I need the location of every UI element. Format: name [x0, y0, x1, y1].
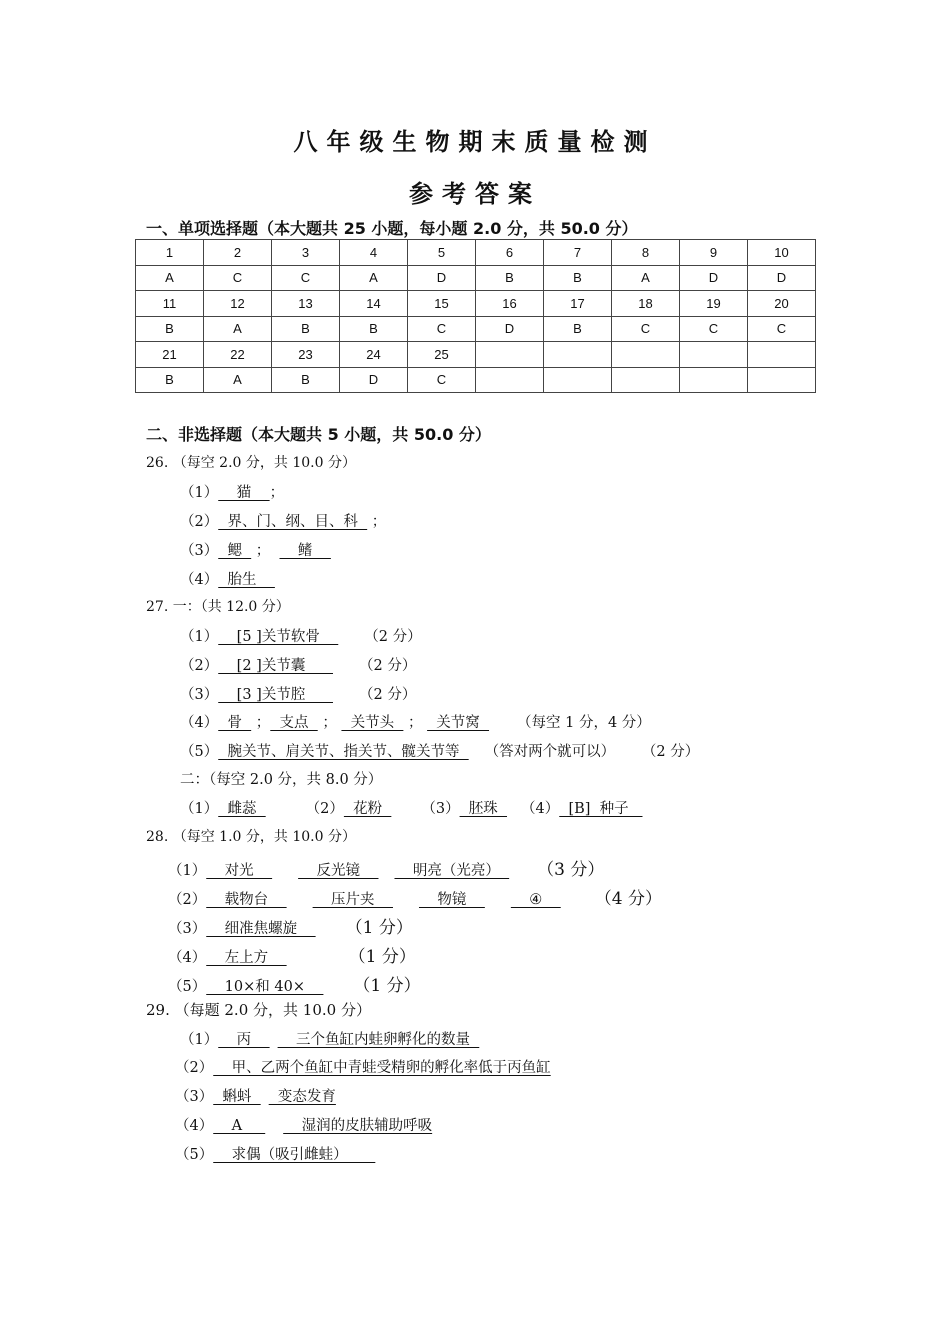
score-note: （1 分） [353, 976, 421, 996]
answer-blank: 花粉 [343, 801, 392, 817]
q29-line-5 [175, 1143, 375, 1164]
section-1-heading: 一、单项选择题（本大题共 25 小题，每小题 2.0 分，共 50.0 分） [146, 219, 638, 238]
table-cell: A [136, 265, 204, 291]
table-cell: A [204, 367, 272, 393]
separator: ； [251, 543, 280, 559]
q26-line-2 [180, 510, 386, 531]
item-number: （2） [180, 658, 219, 674]
answer-blank: 关节窝 [427, 715, 490, 731]
table-cell: C [680, 316, 748, 342]
answer-blank: 左上方 [206, 950, 287, 966]
table-cell: 7 [544, 240, 612, 266]
table-cell: 18 [612, 291, 680, 317]
item-number: （3） [175, 1089, 214, 1105]
answer-blank: 对光 [206, 863, 273, 879]
item-number: （1） [180, 1032, 219, 1048]
table-cell: C [272, 265, 340, 291]
section-2-heading: 二、非选择题（本大题共 5 小题，共 50.0 分） [146, 425, 491, 444]
table-cell: C [612, 316, 680, 342]
separator: ； [317, 715, 342, 731]
answer-blank: 反光镜 [298, 863, 379, 879]
q28-heading: 28. （每空 1.0 分，共 10.0 分） [146, 829, 356, 845]
q27-line-4 [180, 711, 651, 732]
table-cell: 6 [476, 240, 544, 266]
table-cell: 14 [340, 291, 408, 317]
table-cell: 13 [272, 291, 340, 317]
answer-blank: 湿润的皮肤辅助呼吸 [283, 1118, 433, 1134]
table-cell: B [272, 367, 340, 393]
table-cell: D [408, 265, 476, 291]
item-number: （5） [175, 1147, 214, 1163]
table-cell: A [204, 316, 272, 342]
table-cell: 12 [204, 291, 272, 317]
q26-heading: 26. （每空 2.0 分，共 10.0 分） [146, 455, 356, 471]
answer-blank: 界、门、纲、目、科 [218, 514, 368, 530]
answer-blank: 胎生 [218, 572, 275, 588]
table-cell: B [340, 316, 408, 342]
table-cell: C [204, 265, 272, 291]
q27-heading: 27. 一：（共 12.0 分） [146, 599, 290, 615]
table-cell: 5 [408, 240, 476, 266]
score-note: （2 分） [358, 658, 417, 674]
answer-blank: [5 ]关节软骨 [218, 629, 339, 645]
item-number: （5） [168, 979, 207, 995]
table-cell [748, 342, 816, 368]
item-number: （4） [175, 1118, 214, 1134]
answer-table [135, 239, 816, 393]
table-cell: B [544, 316, 612, 342]
q26-line-3 [180, 539, 331, 560]
answer-blank: 求偶（吸引雌蛙） [213, 1147, 376, 1163]
item-number: （4） [168, 950, 207, 966]
table-row [136, 265, 816, 291]
table-cell: 10 [748, 240, 816, 266]
answer-blank: 物镜 [418, 892, 485, 908]
table-cell: 4 [340, 240, 408, 266]
table-cell: 11 [136, 291, 204, 317]
table-cell: 3 [272, 240, 340, 266]
item-number: （4） [180, 572, 219, 588]
answer-blank: 支点 [270, 715, 318, 731]
table-cell: 16 [476, 291, 544, 317]
table-cell: 9 [680, 240, 748, 266]
item-number: （4） [180, 715, 219, 731]
table-cell: 2 [204, 240, 272, 266]
table-cell: B [272, 316, 340, 342]
page-title: 八年级生物期末质量检测 [293, 128, 657, 156]
separator: ； [269, 485, 285, 501]
q29-line-3 [175, 1085, 336, 1106]
table-cell: 17 [544, 291, 612, 317]
table-cell: 21 [136, 342, 204, 368]
answer-blank: 细准焦螺旋 [206, 921, 316, 937]
answer-blank: 甲、乙两个鱼缸中青蛙受精卵的孵化率低于丙鱼缸 [213, 1060, 551, 1076]
q27-line-3 [180, 683, 416, 704]
q27-part-2-heading: 二：（每空 2.0 分，共 8.0 分） [180, 772, 383, 788]
score-note: （1 分） [348, 947, 416, 967]
item-number: （2） [305, 801, 344, 817]
table-cell: 8 [612, 240, 680, 266]
score-note: （2 分） [364, 629, 422, 645]
table-cell: 19 [680, 291, 748, 317]
table-row [136, 240, 816, 266]
table-cell: 24 [340, 342, 408, 368]
q28-line-1 [168, 855, 604, 880]
separator: ； [403, 715, 428, 731]
q28-line-3 [168, 913, 413, 938]
answer-blank: 关节头 [341, 715, 404, 731]
item-number: （5） [180, 744, 219, 760]
item-number: （2） [180, 514, 219, 530]
q27-line-5 [180, 740, 699, 761]
table-cell: C [408, 316, 476, 342]
page-subtitle: 参考答案 [409, 180, 541, 208]
table-cell [476, 342, 544, 368]
answer-blank: A [213, 1118, 266, 1134]
item-number: （1） [180, 629, 219, 645]
answer-blank: ④ [510, 892, 561, 908]
table-row [136, 291, 816, 317]
answer-blank: 压片夹 [312, 892, 393, 908]
q26-line-1 [180, 481, 284, 502]
answer-blank: 鳃 [218, 543, 252, 559]
table-cell [680, 367, 748, 393]
q29-line-2 [175, 1056, 551, 1077]
answer-blank: 骨 [218, 715, 252, 731]
table-cell: A [612, 265, 680, 291]
table-cell: B [476, 265, 544, 291]
answer-blank: 变态发育 [268, 1089, 336, 1105]
table-cell: D [476, 316, 544, 342]
score-note: （4 分） [594, 889, 662, 909]
separator: ； [251, 715, 271, 731]
answer-blank: 猫 [218, 485, 270, 501]
answer-blank: [3 ]关节腔 [218, 687, 333, 703]
q28-line-4 [168, 942, 416, 967]
table-cell: C [748, 316, 816, 342]
answer-blank: 腕关节、肩关节、指关节、髋关节等 [218, 744, 469, 760]
q29-heading: 29. （每题 2.0 分，共 10.0 分） [146, 1001, 371, 1019]
item-number: （1） [180, 801, 219, 817]
item-number: （2） [168, 892, 207, 908]
table-cell: B [136, 316, 204, 342]
item-number: （1） [168, 863, 207, 879]
table-cell: 22 [204, 342, 272, 368]
answer-blank: 丙 [218, 1032, 270, 1048]
table-cell: B [544, 265, 612, 291]
item-number: （2） [175, 1060, 214, 1076]
q29-line-1 [180, 1028, 479, 1049]
separator: ； [367, 514, 387, 530]
q27-line-6 [180, 797, 642, 818]
table-cell: D [748, 265, 816, 291]
table-cell: A [340, 265, 408, 291]
table-row [136, 367, 816, 393]
q27-line-1 [180, 625, 422, 646]
score-note: （2 分） [649, 744, 700, 760]
answer-blank: 载物台 [206, 892, 287, 908]
item-number: （1） [180, 485, 219, 501]
table-cell: 23 [272, 342, 340, 368]
answer-blank: 鳍 [279, 543, 331, 559]
score-note: （1 分） [345, 918, 413, 938]
answer-blank: 雌蕊 [218, 801, 266, 817]
item-number: （4） [521, 801, 560, 817]
table-row [136, 316, 816, 342]
table-cell [680, 342, 748, 368]
table-cell [476, 367, 544, 393]
table-cell [612, 342, 680, 368]
answer-blank: 胚珠 [459, 801, 508, 817]
table-row [136, 342, 816, 368]
table-cell [612, 367, 680, 393]
score-note: （2 分） [358, 687, 417, 703]
table-cell: D [340, 367, 408, 393]
score-note: （3 分） [537, 860, 605, 880]
table-cell: B [136, 367, 204, 393]
item-number: （3） [421, 801, 460, 817]
table-cell [748, 367, 816, 393]
q27-line-2 [180, 654, 416, 675]
table-cell: 1 [136, 240, 204, 266]
table-cell [544, 342, 612, 368]
q29-line-4 [175, 1114, 432, 1135]
answer-blank: 三个鱼缸内蛙卵孵化的数量 [277, 1032, 480, 1048]
answer-blank: 蝌蚪 [213, 1089, 261, 1105]
item-number: （3） [180, 687, 219, 703]
answer-blank: [2 ]关节囊 [218, 658, 333, 674]
table-cell: 15 [408, 291, 476, 317]
table-cell: C [408, 367, 476, 393]
item-number: （3） [180, 543, 219, 559]
answer-blank: 10×和 40× [206, 979, 324, 995]
q26-line-4 [180, 568, 275, 589]
table-cell: D [680, 265, 748, 291]
q28-line-5 [168, 971, 421, 996]
table-cell: 25 [408, 342, 476, 368]
table-cell: 20 [748, 291, 816, 317]
item-number: （3） [168, 921, 207, 937]
table-cell [544, 367, 612, 393]
score-note: （每空 1 分，4 分） [517, 715, 651, 731]
answer-note: （答对两个就可以） [484, 744, 616, 760]
answer-blank: 明亮（光亮） [394, 863, 510, 879]
answer-blank: [B] 种子 [559, 801, 643, 817]
q28-line-2 [168, 884, 662, 909]
